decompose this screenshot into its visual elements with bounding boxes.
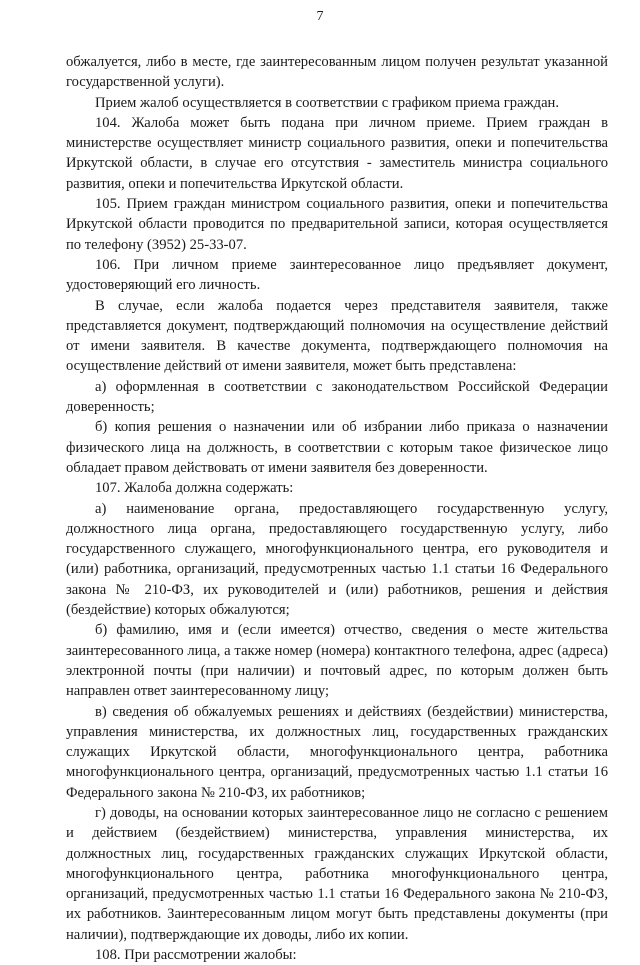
page-number: 7	[316, 9, 324, 24]
list-item-a: а) оформленная в соответствии с законодательством Российской Федерации доверенность;	[66, 378, 608, 416]
list-item-b: б) фамилию, имя и (если имеется) отчество, сведения о месте жительства заинтересованного лица, а также номер (номера) контактного телефона, адрес (адреса) электронной почты (при наличии) и почтовый адрес, по которым должен быть направлен ответ заинтересованному лицу;	[66, 622, 608, 700]
list-item-g: г) доводы, на основании которых заинтересованное лицо не согласно с решением и действием (бездействием) министерства, управления министерства, их должностных лиц, государственных гражданских служащих Иркутской области, многофункционального центра, работника многофункционального центра, организаций, предусмотренных частью 1.1 статьи 16 Федерального закона № 210-ФЗ, их работников. Заинтересованным лицом могут быть представлены документы (при наличии), подтверждающие их доводы, либо их копии.	[66, 804, 608, 943]
paragraph-104: 104. Жалоба может быть подана при личном приеме. Прием граждан в министерстве осуществляет министр социального развития, опеки и попечительства Иркутской области, в случае его отсутствия - заместитель министра социального развития, опеки и попечительства Иркутской области.	[66, 114, 608, 192]
list-item-a: а) наименование органа, предоставляющего государственную услугу, должностного лица органа, предоставляющего государственную услугу, либо государственного служащего, многофункционального центра, его руководителя и (или) работника, организаций, предусмотренных частью 1.1 статьи 16 Федерального закона № 210-ФЗ, их руководителей и (или) работников, решения и действия (бездействие) которых обжалуются;	[66, 500, 608, 619]
paragraph: обжалуется, либо в месте, где заинтересованным лицом получен результат указанной государственной услуги).	[66, 54, 608, 91]
list-item-b: б) копия решения о назначении или об избрании либо приказа о назначении физического лица на должность, в соответствии с которым такое физическое лицо обладает правом действовать от имени заявителя без доверенности.	[66, 419, 608, 476]
paragraph: В случае, если жалоба подается через представителя заявителя, также представляется документ, подтверждающий полномочия на осуществление действий от имени заявителя. В качестве документа, подтверждающего полномочия на осуществление действий от имени заявителя, может быть представлена:	[66, 297, 608, 375]
paragraph-106: 106. При личном приеме заинтересованное лицо предъявляет документ, удостоверяющий его личность.	[66, 256, 608, 294]
paragraph: Прием жалоб осуществляется в соответствии с графиком приема граждан.	[95, 94, 559, 111]
document-body	[66, 52, 608, 965]
list-item-v: в) сведения об обжалуемых решениях и действиях (бездействии) министерства, управления министерства, их должностных лиц, государственных гражданских служащих Иркутской области, многофункционального центра, работника многофункционального центра, организаций, предусмотренных частью 1.1 статьи 16 Федерального закона № 210-ФЗ, их работников;	[66, 703, 608, 801]
paragraph-105: 105. Прием граждан министром социального развития, опеки и попечительства Иркутской области проводится по предварительной записи, которая осуществляется по телефону (3952) 25-33-07.	[66, 196, 608, 253]
paragraph-108: 108. При рассмотрении жалобы:	[95, 947, 297, 964]
paragraph-107: 107. Жалоба должна содержать:	[95, 480, 294, 497]
